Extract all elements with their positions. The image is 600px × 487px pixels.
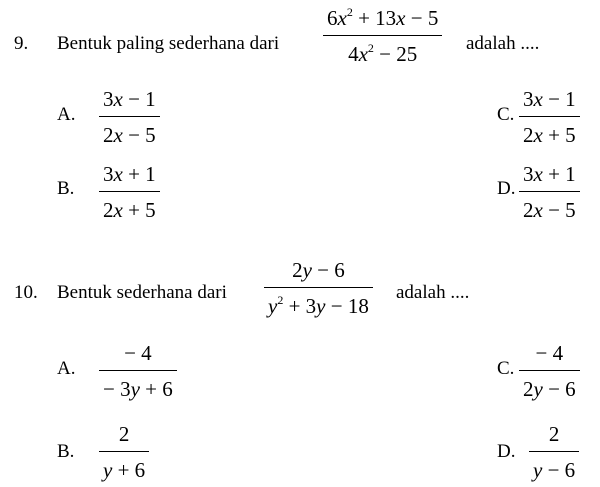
option-b-answer[interactable]: 2 y + 6 bbox=[99, 422, 149, 482]
question-fraction bbox=[323, 6, 442, 66]
option-b-answer[interactable]: 3x + 1 2x + 5 bbox=[99, 162, 160, 222]
option-b-label: B. bbox=[57, 441, 75, 462]
question-tail: adalah .... bbox=[466, 33, 540, 54]
option-a-answer[interactable]: 3x − 1 2x − 5 bbox=[99, 87, 160, 147]
question-text: Bentuk sederhana dari bbox=[57, 282, 227, 303]
option-c-answer[interactable]: 3x − 1 2x + 5 bbox=[519, 87, 580, 147]
fraction-numerator: 2y − 6 bbox=[292, 258, 345, 282]
option-d-answer[interactable]: 2 y − 6 bbox=[529, 422, 579, 482]
question-number: 9. bbox=[14, 33, 29, 54]
option-d-label: D. bbox=[497, 441, 516, 462]
option-a-answer[interactable]: − 4 − 3y + 6 bbox=[99, 341, 177, 401]
question-text: Bentuk paling sederhana dari bbox=[57, 33, 280, 54]
fraction-bar bbox=[323, 35, 442, 36]
option-a-label: A. bbox=[57, 104, 76, 125]
option-c-label: C. bbox=[497, 358, 515, 379]
fraction-denominator: $4x^2 - 25$ bbox=[348, 41, 418, 67]
fraction-denominator: $y^2 + 3y - 18$ bbox=[268, 293, 369, 319]
fraction-numerator: $6x^2 + 13x - 5$ bbox=[327, 5, 439, 30]
option-d-answer[interactable]: 3x + 1 2x − 5 bbox=[519, 162, 580, 222]
question-tail: adalah .... bbox=[396, 282, 470, 303]
option-b-label: B. bbox=[57, 178, 75, 199]
option-d-label: D. bbox=[497, 178, 516, 199]
fraction-bar bbox=[264, 287, 373, 288]
option-c-answer[interactable]: − 4 2y − 6 bbox=[519, 341, 580, 401]
question-fraction bbox=[264, 258, 373, 318]
option-a-label: A. bbox=[57, 358, 76, 379]
option-c-label: C. bbox=[497, 104, 515, 125]
question-number: 10. bbox=[14, 282, 38, 303]
